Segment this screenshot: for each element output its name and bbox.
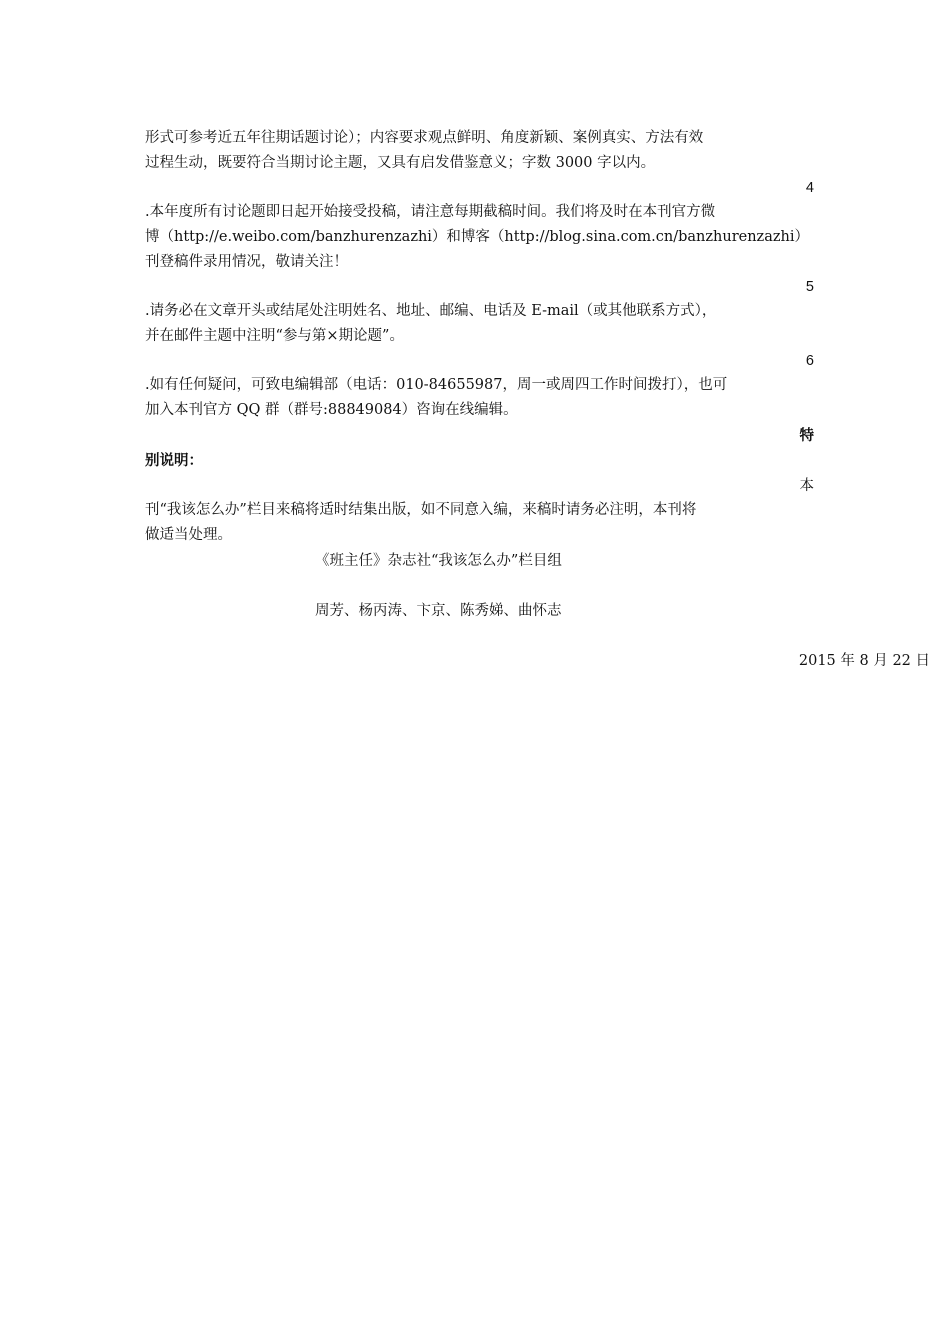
paragraph-line: 形式可参考近五年往期话题讨论）；内容要求观点鲜明、角度新颖、案例真实、方法有效 <box>145 130 704 146</box>
special-note-heading-char: 特 <box>799 428 814 444</box>
paragraph-line: 博（http://e.weibo.com/banzhurenzazhi）和博客（http://blog.sina.com.cn/banzhurenzazhi） <box>145 229 809 245</box>
paragraph-line: .本年度所有讨论题即日起开始接受投稿，请注意每期截稿时间。我们将及时在本刊官方微 <box>145 204 716 220</box>
paragraph-line: 过程生动，既要符合当期讨论主题，又具有启发借鉴意义；字数 3000 字以内。 <box>145 155 656 171</box>
item-number: 5 <box>805 279 814 295</box>
paragraph-line: .请务必在文章开头或结尾处注明姓名、地址、邮编、电话及 E-mail（或其他联系方式）， <box>145 303 717 319</box>
signature-organization: 《班主任》杂志社“我该怎么办”栏目组 <box>315 553 562 569</box>
signature-names: 周芳、杨丙涛、卞京、陈秀娣、曲怀志 <box>315 603 562 619</box>
item-number: 6 <box>805 353 814 369</box>
paragraph-line: 刊登稿件录用情况，敬请关注！ <box>145 254 348 270</box>
note-first-char: 本 <box>799 478 814 494</box>
special-note-heading: 别说明： <box>145 452 203 469</box>
paragraph-line: 并在邮件主题中注明“参与第×期论题”。 <box>145 328 404 344</box>
paragraph-line: 刊“我该怎么办”栏目来稿将适时结集出版，如不同意入编，来稿时请务必注明，本刊将 <box>145 502 697 518</box>
paragraph-line: 加入本刊官方 QQ 群（群号:88849084）咨询在线编辑。 <box>145 402 518 418</box>
paragraph-line: 做适当处理。 <box>145 527 232 543</box>
document-date: 2015 年 8 月 22 日 <box>798 653 930 669</box>
paragraph-line: .如有任何疑问，可致电编辑部（电话：010-84655987，周一或周四工作时间拨打），也可 <box>145 377 728 393</box>
item-number: 4 <box>805 180 814 196</box>
